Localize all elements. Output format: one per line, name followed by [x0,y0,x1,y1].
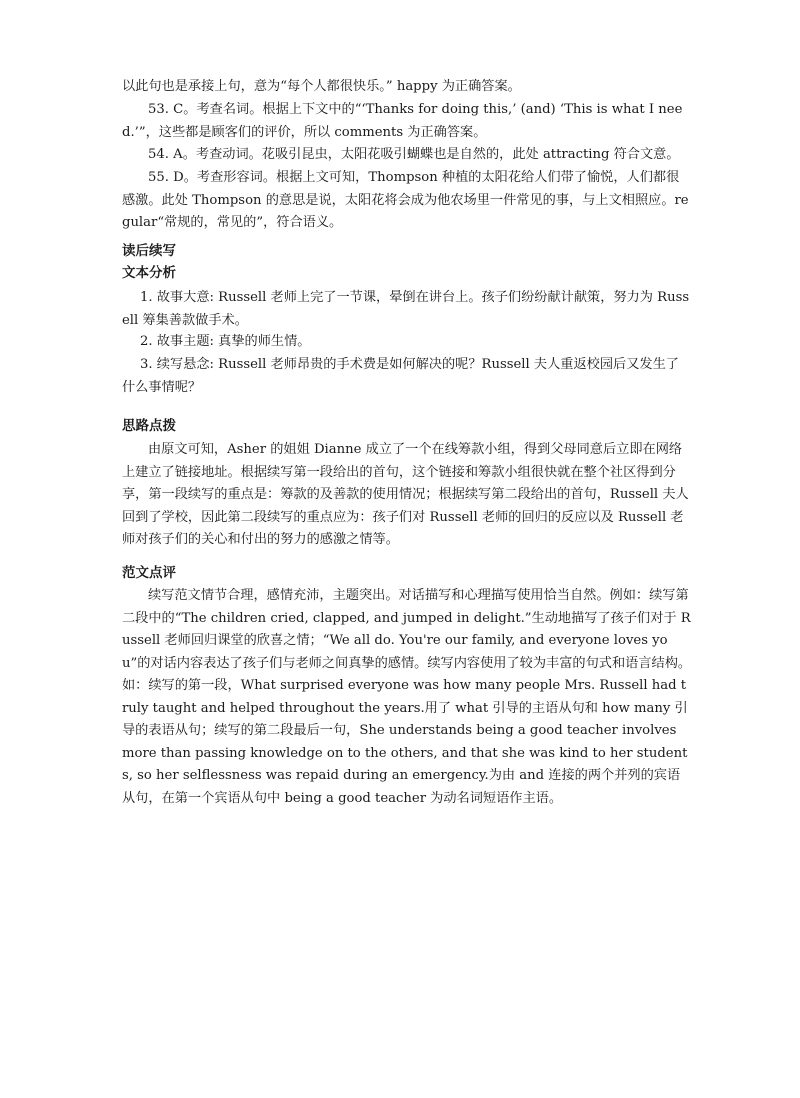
analysis-item-2: 2. 故事主题: 真挚的师生情。 [140,334,311,349]
heading-text-analysis: 文本分析 [122,265,176,281]
review-paragraph: 续写范文情节合理，感情充沛，主题突出。对话描写和心理描写使用恰当自然。例如：续写第二段中的“The children cried, clapped, and jumped in delight.”生动地描写了孩子们对于 Russell 老师回归课堂的欣喜之情；“We all do. You're our family, and everyone loves you”的对话内容表达了孩子们与老师之间真挚的感情。续写内容使用了较为丰富的句式和语言结构。如：续写的第一段，What surprised everyone was how many people Mrs. Russell had truly taught and helped throughout the years.用了 what 引导的主语从句和 how many 引导的表语从句；续写的第二段最后一句，She understands being a good teacher involves more than passing knowledge on to the others, and that she was kind to her students, so her selflessness was repaid during an emergency.为由 and 连接的两个并列的宾语从句，在第一个宾语从句中 being a good teacher 为动名词短语作主语。 [122,588,692,806]
answer-55: 55. D。考查形容词。根据上文可知，Thompson 种植的太阳花给人们带了愉悦，人们都很感激。此处 Thompson 的意思是说，太阳花将会成为他农场里一件常见的事，与上文相照应。regular“常规的，常见的”，符合语义。 [122,170,689,230]
answer-53: 53. C。考查名词。根据上下文中的“‘Thanks for doing this,’ (and) ‘This is what I need.’”，这些都是顾客们的评价，所以 comments 为正确答案。 [122,102,683,140]
answer-52-continuation: 以此句也是承接上句，意为“每个人都很快乐。” happy 为正确答案。 [122,79,521,94]
analysis-item-1: 1. 故事大意: Russell 老师上完了一节课，晕倒在讲台上。孩子们纷纷献计献策，努力为 Russell 筹集善款做手术。 [122,290,690,328]
heading-review: 范文点评 [122,565,176,581]
section-title-continuation: 读后续写 [122,243,176,259]
answer-54: 54. A。考查动词。花吸引昆虫，太阳花吸引蝴蝶也是自然的，此处 attracting 符合文意。 [148,147,680,162]
heading-hints: 思路点拨 [122,418,176,434]
analysis-item-3: 3. 续写悬念: Russell 老师昂贵的手术费是如何解决的呢？Russell 夫人重返校园后又发生了什么事情呢？ [122,357,679,395]
hints-paragraph: 由原文可知，Asher 的姐姐 Dianne 成立了一个在线筹款小组，得到父母同意后立即在网络上建立了链接地址。根据续写第一段给出的首句，这个链接和筹款小组很快就在整个社区得到分享，第一段续写的重点是：筹款的及善款的使用情况；根据续写第二段给出的首句，Russell 夫人回到了学校，因此第二段续写的重点应为：孩子们对 Russell 老师的回归的反应以及 Russell 老师对孩子们的关心和付出的努力的感激之情等。 [122,442,689,547]
